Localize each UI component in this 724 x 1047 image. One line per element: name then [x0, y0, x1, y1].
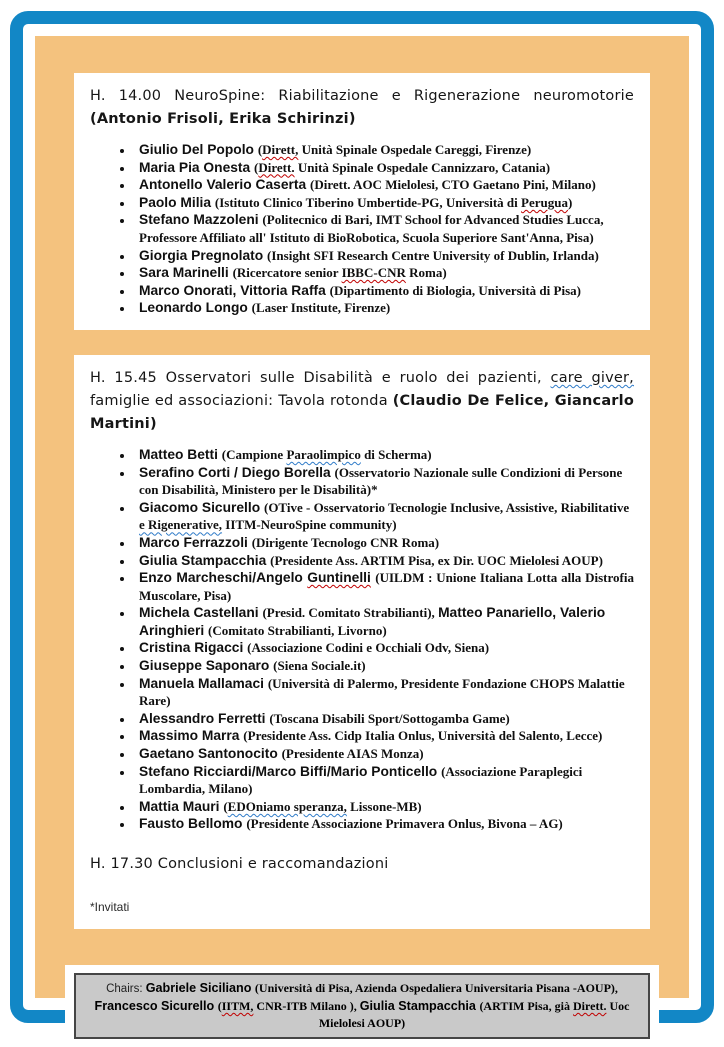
- session-1400-speaker-list: [90, 141, 634, 317]
- text-segment: Mattia Mauri: [139, 798, 224, 814]
- text-segment: Dirett.: [573, 998, 607, 1013]
- text-segment: (Ricercatore senior: [232, 265, 342, 281]
- speaker-item: [134, 657, 634, 675]
- text-segment: (Campione: [221, 446, 287, 462]
- text-segment: Giorgia Pregnolato: [139, 247, 268, 263]
- text-segment: ): [567, 194, 573, 210]
- text-segment: Dirett,: [262, 142, 299, 157]
- text-segment: Giulio Del Popolo: [139, 142, 258, 157]
- text-segment: (ARTIM Pisa, già: [479, 998, 574, 1013]
- text-segment: (Presidente Ass. ARTIM Pisa, ex Dir. UOC Mielolesi AOUP): [270, 552, 603, 568]
- text-segment: (Toscana Disabili Sport/Sottogamba Game): [269, 710, 510, 726]
- text-segment: H. 15.45 Osservatori sulle Disabilità e ruolo dei pazienti,: [90, 369, 551, 386]
- text-segment: (Insight SFI Research Centre University of Dublin, Irlanda): [267, 247, 599, 263]
- text-segment: (Dirigente Tecnologo CNR Roma): [251, 534, 440, 550]
- text-segment: (Associazione Codini e Occhiali Odv, Siena): [247, 640, 490, 656]
- text-segment: (Dirett. AOC Mielolesi, CTO Gaetano Pini, Milano): [309, 177, 596, 193]
- blue-frame: [10, 11, 714, 1030]
- text-segment: (: [223, 798, 228, 814]
- text-segment: (Presidente Ass. Cidp Italia Onlus, Università del Salento, Lecce): [243, 728, 603, 744]
- text-segment: Uoc Mielolesi AOUP): [318, 998, 630, 1030]
- session-1545-speaker-list: [90, 446, 634, 833]
- text-segment: (Associazione Paraplegici Lombardia, Milano): [139, 763, 583, 797]
- text-segment: (Università di Palermo, Presidente Fondazione CHOPS Malattie Rare): [139, 675, 625, 709]
- text-segment: Stefano Mazzoleni: [139, 212, 263, 228]
- text-segment: Leonardo Longo: [139, 300, 252, 316]
- text-segment: Antonello Valerio Caserta: [139, 177, 310, 193]
- text-segment: (Istituto Clinico Tiberino Umbertide-PG, Università di: [214, 194, 522, 210]
- invited-footnote: *Invitati: [90, 900, 130, 914]
- text-segment: Marco Onorati, Vittoria Raffa: [139, 282, 330, 298]
- text-segment: Giulia Stampacchia: [359, 998, 480, 1013]
- text-segment: Guntinelli: [307, 570, 371, 586]
- speaker-item: [134, 604, 634, 639]
- speaker-item: [134, 798, 634, 816]
- speaker-item: [134, 745, 634, 763]
- text-segment: care giver,: [550, 369, 634, 386]
- text-segment: Roma): [405, 265, 447, 281]
- text-segment: Enzo Marcheschi/Angelo: [139, 570, 308, 586]
- speaker-item: [134, 299, 634, 317]
- text-segment: Paraolimpico: [286, 446, 361, 462]
- text-segment: (Antonio Frisoli, Erika Schirinzi): [90, 111, 356, 127]
- speaker-item: [134, 639, 634, 657]
- text-segment: (OTive - Osservatorio Tecnologie Inclusive, Assistive, Riabilitative: [263, 499, 630, 515]
- speaker-item: [134, 247, 634, 265]
- text-segment: Marco Ferrazzoli: [139, 534, 252, 550]
- text-segment: Perugua: [521, 194, 568, 210]
- speaker-item: [134, 464, 634, 499]
- text-segment: (Comitato Strabilianti, Livorno): [208, 622, 387, 638]
- text-segment: Giacomo Sicurello: [139, 499, 264, 515]
- session-1400-heading: [90, 85, 634, 131]
- text-segment: (: [217, 998, 222, 1013]
- speaker-item: [134, 194, 634, 212]
- text-segment: Fausto Bellomo: [139, 816, 247, 832]
- text-segment: Lissone-MB): [346, 798, 422, 814]
- text-segment: (Siena Sociale.it): [273, 658, 366, 674]
- chairs-box: [74, 973, 650, 1039]
- text-segment: (Osservatorio Nazionale sulle Condizioni di Persone con Disabilità, Ministero per le Disabilità)*: [139, 464, 623, 498]
- text-segment: Matteo Betti: [139, 446, 222, 462]
- speaker-item: [134, 446, 634, 464]
- text-segment: Chairs:: [106, 983, 146, 995]
- text-segment: Michela Castellani: [139, 605, 263, 621]
- text-segment: Serafino Corti / Diego Borella: [139, 464, 335, 480]
- session-1545-panel: [74, 355, 650, 929]
- text-segment: IBBC-CNR: [341, 265, 406, 281]
- text-segment: (: [257, 142, 263, 157]
- speaker-item: [134, 211, 634, 246]
- text-segment: (Dipartimento di Biologia, Università di Pisa): [329, 282, 581, 298]
- speaker-item: [134, 727, 634, 745]
- text-segment: (Università di Pisa, Azienda Ospedaliera Universitaria Pisana -AOUP),: [254, 981, 618, 995]
- text-segment: (Presidente AIAS Monza): [281, 746, 424, 762]
- text-segment: e Rigenerative,: [139, 517, 223, 533]
- text-segment: H. 14.00 NeuroSpine: Riabilitazione e Rigenerazione neuromotorie: [90, 88, 634, 104]
- text-segment: Maria Pia Onesta: [139, 159, 255, 175]
- text-segment: (Laser Institute, Firenze): [251, 300, 391, 316]
- text-segment: CNR-ITB Milano ),: [253, 998, 360, 1013]
- text-segment: Manuela Mallamaci: [139, 675, 268, 691]
- speaker-item: [134, 710, 634, 728]
- text-segment: EDOniamo speranza,: [227, 798, 347, 814]
- speaker-item: [134, 763, 634, 798]
- speaker-item: [134, 552, 634, 570]
- text-segment: di Scherma): [360, 446, 432, 462]
- speaker-item: [134, 141, 634, 159]
- speaker-item: [134, 675, 634, 710]
- text-segment: (: [254, 159, 259, 175]
- text-segment: (UILDM : Unione Italiana Lotta alla Distrofia Muscolare, Pisa): [139, 570, 634, 603]
- text-segment: Alessandro Ferretti: [139, 710, 270, 726]
- text-segment: Giulia Stampacchia: [139, 552, 271, 568]
- chairs-panel: [65, 965, 659, 1047]
- text-segment: Massimo Marra: [139, 728, 244, 744]
- speaker-item: [134, 569, 634, 604]
- text-segment: Cristina Rigacci: [139, 640, 248, 656]
- text-segment: (Presidente Associazione Primavera Onlus, Bivona – AG): [246, 816, 563, 832]
- text-segment: IITM,: [221, 998, 254, 1013]
- speaker-item: [134, 176, 634, 194]
- text-segment: Gaetano Santonocito: [139, 746, 282, 762]
- text-segment: Unità Spinale Ospedale Careggi, Firenze): [298, 142, 532, 157]
- text-segment: (Presid. Comitato Strabilianti),: [262, 605, 439, 621]
- speaker-item: [134, 264, 634, 282]
- text-segment: IITM-NeuroSpine community): [222, 517, 397, 533]
- speaker-item: [134, 499, 634, 534]
- speaker-item: [134, 159, 634, 177]
- text-segment: Dirett.: [258, 159, 295, 175]
- speaker-item: [134, 282, 634, 300]
- text-segment: Unità Spinale Ospedale Cannizzaro, Catania): [294, 159, 551, 175]
- text-segment: Stefano Ricciardi/Marco Biffi/Mario Ponticello: [139, 763, 442, 779]
- text-segment: Sara Marinelli: [139, 265, 233, 281]
- text-segment: Gabriele Siciliano: [145, 981, 255, 995]
- orange-mat: [35, 36, 689, 1030]
- text-segment: Matteo Panariello, Valerio Aringhieri: [139, 605, 606, 638]
- speaker-item: [134, 534, 634, 552]
- text-segment: Giuseppe Saponaro: [139, 658, 274, 674]
- session-1730-heading: H. 17.30 Conclusioni e raccomandazioni: [90, 856, 389, 872]
- text-segment: (Claudio De Felice, Giancarlo Martini): [90, 392, 634, 432]
- text-segment: Paolo Milia: [139, 194, 215, 210]
- text-segment: (Politecnico di Bari, IMT School for Advanced Studies Lucca, Professore Affiliato all' Istituto di BioRobotica, Scuola Superiore Sant'Anna, Pisa): [139, 212, 604, 245]
- speaker-item: [134, 815, 634, 833]
- text-segment: famiglie ed associazioni: Tavola rotonda: [90, 392, 393, 409]
- text-segment: Francesco Sicurello: [94, 998, 218, 1013]
- session-1545-heading: [90, 367, 634, 436]
- session-1400-panel: [74, 73, 650, 330]
